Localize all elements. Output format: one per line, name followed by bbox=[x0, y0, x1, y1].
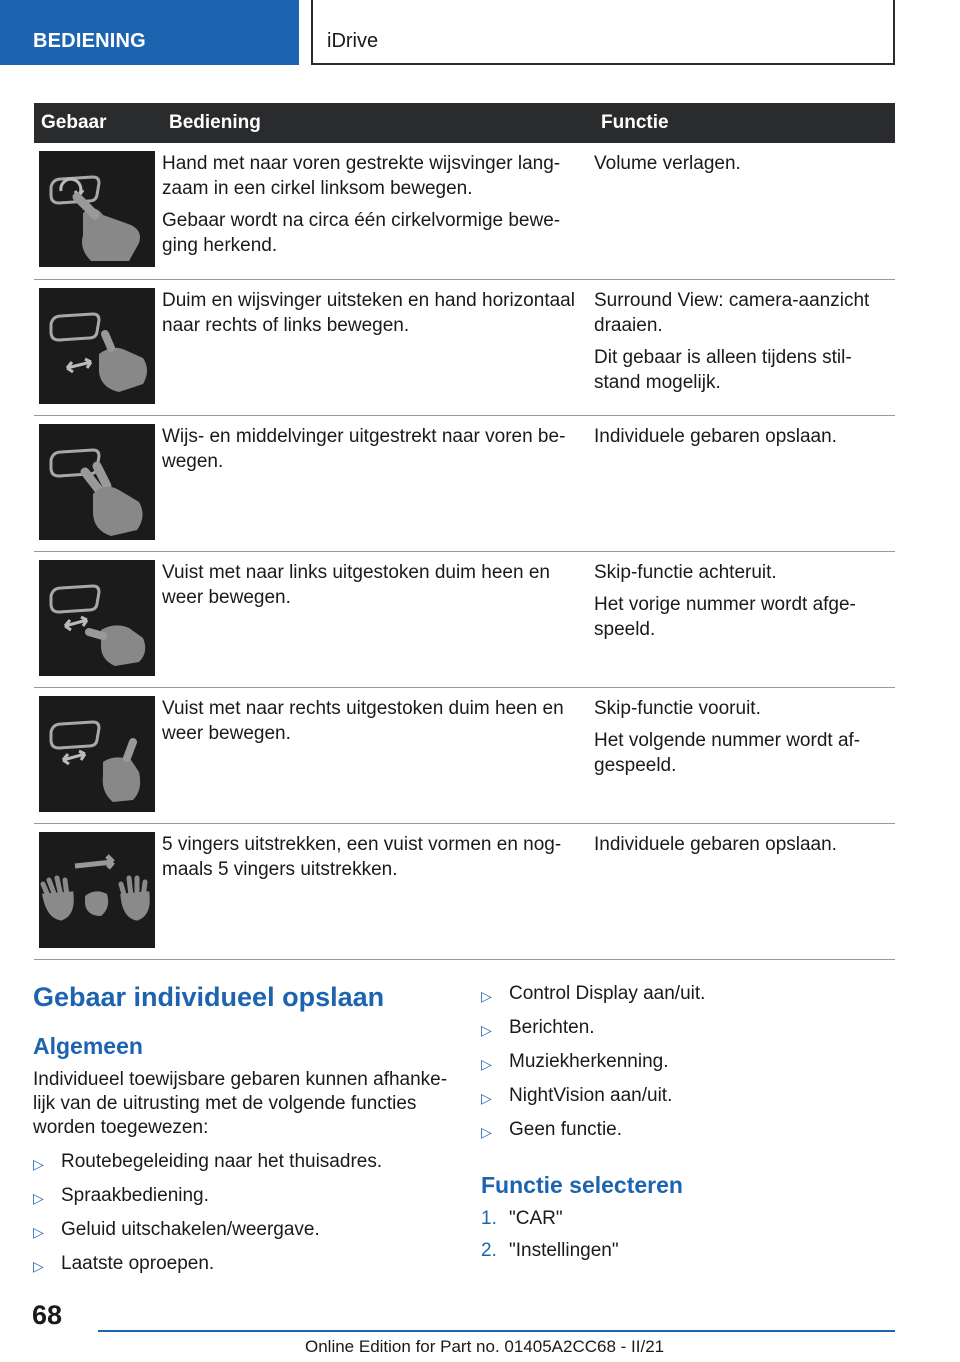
list-item bbox=[33, 1150, 453, 1176]
column-header: Bediening bbox=[162, 103, 594, 143]
operation-text: Hand met naar voren gestrekte wijsvinger lang-zaam in een cirkel linksom bewegen. bbox=[162, 153, 561, 199]
two-finger-point-gesture-icon bbox=[39, 424, 155, 540]
list-item bbox=[481, 982, 901, 1008]
footer-divider bbox=[98, 1330, 895, 1332]
function-text: Skip-functie achteruit. bbox=[594, 561, 777, 583]
column-header: Functie bbox=[594, 103, 895, 143]
function-text: Dit gebaar is alleen tijdens stil-stand mogelijk. bbox=[594, 346, 852, 393]
triangle-bullet-icon: ▷ bbox=[33, 1258, 44, 1274]
triangle-bullet-icon: ▷ bbox=[481, 1124, 492, 1140]
operation-text: Vuist met naar rechts uitgestoken duim heen en weer bewegen. bbox=[162, 697, 564, 744]
triangle-bullet-icon: ▷ bbox=[481, 1056, 492, 1072]
chapter-title-label: iDrive bbox=[327, 30, 379, 52]
list-item bbox=[33, 1218, 453, 1244]
step-item bbox=[481, 1239, 901, 1263]
step-item bbox=[481, 1207, 901, 1231]
list-item-text: Muziekherkenning. bbox=[509, 1051, 669, 1072]
section-label: BEDIENING bbox=[33, 30, 146, 52]
function-text: Surround View: camera-aanzicht draaien. bbox=[594, 289, 870, 336]
operation-text: Duim en wijsvinger uitsteken en hand horizontaal naar rechts of links bewegen. bbox=[162, 289, 575, 336]
triangle-bullet-icon: ▷ bbox=[33, 1190, 44, 1206]
list-item bbox=[481, 1050, 901, 1076]
step-text: "CAR" bbox=[509, 1208, 563, 1229]
list-item-text: Laatste oproepen. bbox=[61, 1253, 215, 1274]
circle-counterclockwise-gesture-icon bbox=[39, 151, 155, 267]
triangle-bullet-icon: ▷ bbox=[481, 988, 492, 1004]
gesture-table bbox=[34, 103, 895, 960]
function-text: Het volgende nummer wordt af-gespeeld. bbox=[594, 729, 861, 776]
triangle-bullet-icon: ▷ bbox=[481, 1022, 492, 1038]
function-text: Het vorige nummer wordt afge-speeld. bbox=[594, 593, 856, 640]
table-row bbox=[34, 687, 895, 823]
table-row bbox=[34, 143, 895, 279]
fist-thumb-left-gesture-icon bbox=[39, 560, 155, 676]
right-column bbox=[481, 982, 901, 1271]
operation-text: Vuist met naar links uitgestoken duim heen en weer bewegen. bbox=[162, 561, 550, 608]
list-item bbox=[481, 1118, 901, 1144]
function-text: Individuele gebaren opslaan. bbox=[594, 425, 837, 447]
subsection-title-general: Algemeen bbox=[33, 1033, 143, 1059]
list-item bbox=[33, 1184, 453, 1210]
triangle-bullet-icon: ▷ bbox=[481, 1090, 492, 1106]
list-item-text: Geluid uitschakelen/weergave. bbox=[61, 1219, 320, 1240]
thumb-finger-swipe-gesture-icon bbox=[39, 288, 155, 404]
table-row bbox=[34, 551, 895, 687]
table-row bbox=[34, 279, 895, 415]
table-row bbox=[34, 415, 895, 551]
triangle-bullet-icon: ▷ bbox=[33, 1156, 44, 1172]
list-item-text: Control Display aan/uit. bbox=[509, 983, 706, 1004]
list-item-text: Geen functie. bbox=[509, 1119, 623, 1140]
list-item bbox=[481, 1084, 901, 1110]
list-item-text: NightVision aan/uit. bbox=[509, 1085, 673, 1106]
intro-text: Individueel toewijsbare gebaren kunnen afhanke-lijk van de uitrusting met de volgende functies worden toegewezen: bbox=[33, 1069, 448, 1138]
function-list-right bbox=[481, 982, 901, 1144]
triangle-bullet-icon: ▷ bbox=[33, 1224, 44, 1240]
step-number: 1. bbox=[481, 1208, 497, 1229]
list-item bbox=[481, 1016, 901, 1042]
page-number: 68 bbox=[32, 1300, 63, 1330]
column-header: Gebaar bbox=[34, 103, 162, 143]
chapter-title bbox=[311, 0, 895, 65]
left-column bbox=[33, 982, 453, 1286]
section-title: Gebaar individueel opslaan bbox=[33, 982, 385, 1012]
step-text: "Instellingen" bbox=[509, 1240, 619, 1261]
operation-text: 5 vingers uitstrekken, een vuist vormen en nog-maals 5 vingers uitstrekken. bbox=[162, 833, 562, 880]
list-item bbox=[33, 1252, 453, 1278]
list-item-text: Routebegeleiding naar het thuisadres. bbox=[61, 1151, 383, 1172]
list-item-text: Berichten. bbox=[509, 1017, 595, 1038]
table-header-row bbox=[34, 103, 895, 143]
operation-text: Gebaar wordt na circa één cirkelvormige bewe-ging herkend. bbox=[162, 210, 561, 256]
function-text: Volume verlagen. bbox=[594, 153, 741, 174]
step-number: 2. bbox=[481, 1240, 497, 1261]
subsection-title-select: Functie selecteren bbox=[481, 1172, 683, 1198]
edition-footer: Online Edition for Part no. 01405A2CC68 - II/21 bbox=[305, 1337, 665, 1356]
section-tab bbox=[0, 0, 299, 65]
function-text: Individuele gebaren opslaan. bbox=[594, 833, 837, 855]
list-item-text: Spraakbediening. bbox=[61, 1185, 209, 1206]
function-text: Skip-functie vooruit. bbox=[594, 697, 761, 719]
fist-thumb-right-gesture-icon bbox=[39, 696, 155, 812]
function-list-left bbox=[33, 1150, 453, 1278]
five-fingers-fist-gesture-icon bbox=[39, 832, 155, 948]
steps-list bbox=[481, 1207, 901, 1263]
operation-text: Wijs- en middelvinger uitgestrekt naar voren be-wegen. bbox=[162, 425, 566, 472]
table-row bbox=[34, 823, 895, 959]
